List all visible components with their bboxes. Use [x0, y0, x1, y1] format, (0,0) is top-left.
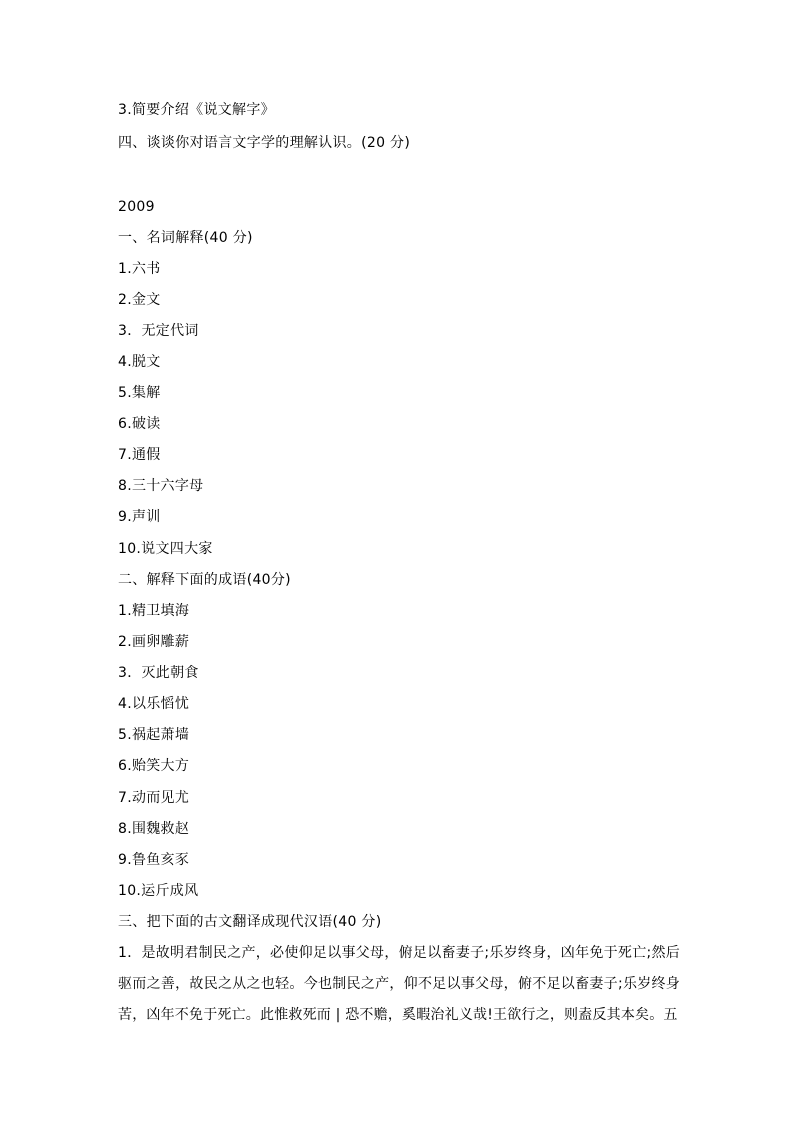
idiom-item: 9.鲁鱼亥豕: [118, 852, 190, 868]
section-1-heading: 一、名词解释(40 分): [118, 230, 253, 246]
term-item: 8.三十六字母: [118, 478, 204, 494]
term-item: 10.说文四大家: [118, 541, 213, 557]
term-item: 6.破读: [118, 416, 161, 432]
year-label: 2009: [118, 199, 155, 215]
section-4-heading: 四、谈谈你对语言文字学的理解认识。(20 分): [118, 135, 411, 151]
idiom-item: 5.祸起萧墙: [118, 727, 190, 743]
term-item: 7.通假: [118, 447, 161, 463]
idiom-item: 2.画卵雕薪: [118, 634, 190, 650]
idiom-item: 7.动而见尤: [118, 790, 190, 806]
idiom-item: 6.贻笑大方: [118, 758, 190, 774]
idiom-item: 4.以乐慆忧: [118, 696, 190, 712]
section-2-heading: 二、解释下面的成语(40分): [118, 572, 291, 588]
term-item: 9.声训: [118, 509, 161, 525]
term-item: 5.集解: [118, 385, 161, 401]
idiom-item: 1.精卫填海: [118, 603, 190, 619]
translation-passage: 1．是故明君制民之产，必使仰足以事父母，俯足以畜妻子;乐岁终身，凶年免于死亡;然后驱而之善，故民之从之也轻。今也制民之产，仰不足以事父母，俯不足以畜妻子;乐岁终身苦，凶年不免于死亡。此惟救死而 | 恐不赡，奚暇治礼义哉!王欲行之，则盍反其本矣。五: [118, 945, 680, 1023]
section-3-heading: 三、把下面的古文翻译成现代汉语(40 分): [118, 914, 382, 930]
idiom-item: 10.运斤成风: [118, 883, 199, 899]
term-item: 4.脱文: [118, 354, 161, 370]
term-item: 1.六书: [118, 261, 161, 277]
idiom-item: 8.围魏救赵: [118, 821, 190, 837]
term-item: 2.金文: [118, 292, 161, 308]
question-3: 3.简要介绍《说文解字》: [118, 102, 275, 118]
term-item: 3．无定代词: [118, 323, 199, 339]
idiom-item: 3．灭此朝食: [118, 665, 199, 681]
